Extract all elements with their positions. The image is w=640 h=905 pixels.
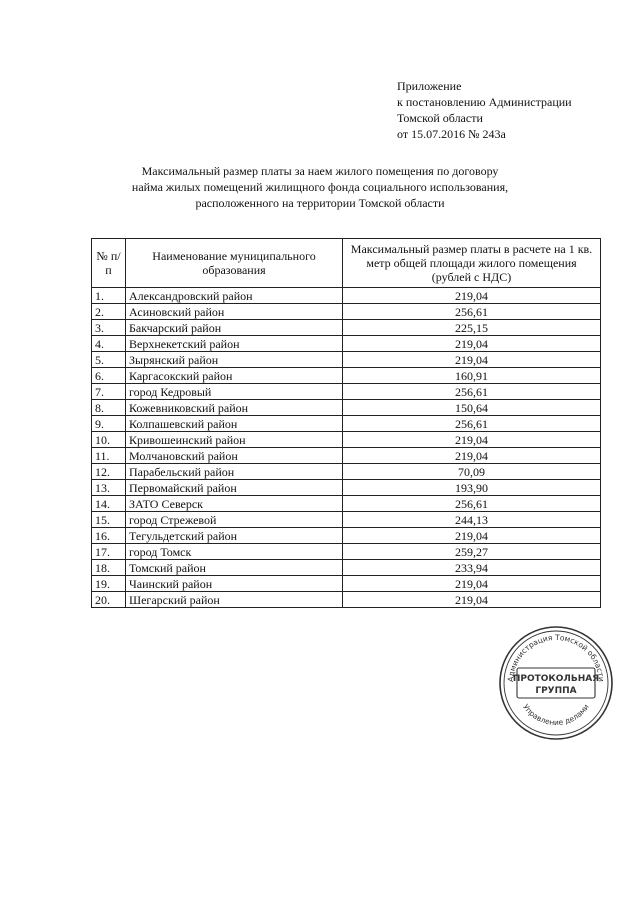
row-municipality: Шегарский район — [126, 592, 343, 608]
row-max-payment: 150,64 — [343, 400, 601, 416]
title-line: Максимальный размер платы за наем жилого помещения по договору — [141, 164, 499, 178]
row-municipality: Молчановский район — [126, 448, 343, 464]
table-row — [92, 448, 601, 464]
official-stamp — [497, 624, 615, 742]
table-row — [92, 416, 601, 432]
row-municipality: город Томск — [126, 544, 343, 560]
row-max-payment: 256,61 — [343, 416, 601, 432]
row-number: 16. — [92, 528, 126, 544]
row-municipality: Кривошеинский район — [126, 432, 343, 448]
row-number: 2. — [92, 304, 126, 320]
row-number: 18. — [92, 560, 126, 576]
stamp-ring-text: Администрация Томской области — [505, 632, 607, 683]
row-max-payment: 256,61 — [343, 496, 601, 512]
row-max-payment: 219,04 — [343, 352, 601, 368]
header-municipality: Наименование муниципального образования — [126, 239, 343, 288]
tariff-table — [91, 238, 601, 608]
stamp-center-line: ГРУППА — [535, 686, 577, 696]
table-row — [92, 432, 601, 448]
document-title — [80, 163, 560, 211]
table-row — [92, 288, 601, 304]
row-max-payment: 259,27 — [343, 544, 601, 560]
table-row — [92, 464, 601, 480]
row-municipality: Чаинский район — [126, 576, 343, 592]
table-row — [92, 400, 601, 416]
row-max-payment: 219,04 — [343, 576, 601, 592]
row-max-payment: 219,04 — [343, 448, 601, 464]
stamp-center-line: ПРОТОКОЛЬНАЯ — [512, 674, 600, 684]
row-max-payment: 225,15 — [343, 320, 601, 336]
stamp-ring-bottom: Управление делами — [521, 702, 591, 728]
row-municipality: город Стрежевой — [126, 512, 343, 528]
table-row — [92, 352, 601, 368]
row-municipality: Томский район — [126, 560, 343, 576]
row-max-payment: 219,04 — [343, 288, 601, 304]
row-number: 8. — [92, 400, 126, 416]
row-municipality: Асиновский район — [126, 304, 343, 320]
row-municipality: Первомайский район — [126, 480, 343, 496]
row-number: 15. — [92, 512, 126, 528]
row-number: 11. — [92, 448, 126, 464]
row-municipality: город Кедровый — [126, 384, 343, 400]
row-max-payment: 219,04 — [343, 592, 601, 608]
row-max-payment: 256,61 — [343, 384, 601, 400]
appendix-line: к постановлению Администрации — [397, 95, 572, 109]
row-number: 19. — [92, 576, 126, 592]
table-row — [92, 336, 601, 352]
row-municipality: Каргасокский район — [126, 368, 343, 384]
table-row — [92, 384, 601, 400]
table-row — [92, 304, 601, 320]
row-number: 20. — [92, 592, 126, 608]
row-max-payment: 219,04 — [343, 432, 601, 448]
row-number: 4. — [92, 336, 126, 352]
table-row — [92, 496, 601, 512]
table-row — [92, 480, 601, 496]
appendix-line: Томской области — [397, 111, 483, 125]
table-row — [92, 528, 601, 544]
header-max-payment: Максимальный размер платы в расчете на 1 кв. метр общей площади жилого помещения (рублей с НДС) — [343, 239, 601, 288]
row-max-payment: 244,13 — [343, 512, 601, 528]
row-municipality: Верхнекетский район — [126, 336, 343, 352]
table-row — [92, 560, 601, 576]
row-number: 9. — [92, 416, 126, 432]
row-municipality: Тегульдетский район — [126, 528, 343, 544]
row-max-payment: 70,09 — [343, 464, 601, 480]
row-max-payment: 233,94 — [343, 560, 601, 576]
table-row — [92, 512, 601, 528]
row-municipality: Зырянский район — [126, 352, 343, 368]
table-row — [92, 320, 601, 336]
row-number: 14. — [92, 496, 126, 512]
row-municipality: Бакчарский район — [126, 320, 343, 336]
row-municipality: Александровский район — [126, 288, 343, 304]
row-municipality: Парабельский район — [126, 464, 343, 480]
appendix-line: Приложение — [397, 79, 462, 93]
row-max-payment: 160,91 — [343, 368, 601, 384]
row-max-payment: 256,61 — [343, 304, 601, 320]
row-number: 6. — [92, 368, 126, 384]
row-municipality: Кожевниковский район — [126, 400, 343, 416]
table-row — [92, 576, 601, 592]
row-municipality: Колпашевский район — [126, 416, 343, 432]
row-number: 5. — [92, 352, 126, 368]
row-number: 7. — [92, 384, 126, 400]
title-line: расположенного на территории Томской области — [195, 196, 445, 210]
row-number: 3. — [92, 320, 126, 336]
row-max-payment: 193,90 — [343, 480, 601, 496]
table-row — [92, 544, 601, 560]
table-header-row — [92, 239, 601, 288]
appendix-date: от 15.07.2016 № 243а — [397, 127, 506, 141]
appendix-note — [397, 78, 572, 142]
row-number: 12. — [92, 464, 126, 480]
row-max-payment: 219,04 — [343, 528, 601, 544]
title-line: найма жилых помещений жилищного фонда социального использования, — [131, 180, 509, 194]
row-number: 13. — [92, 480, 126, 496]
row-max-payment: 219,04 — [343, 336, 601, 352]
row-municipality: ЗАТО Северск — [126, 496, 343, 512]
row-number: 17. — [92, 544, 126, 560]
table-row — [92, 368, 601, 384]
row-number: 1. — [92, 288, 126, 304]
table-row — [92, 592, 601, 608]
header-number: № п/п — [92, 239, 126, 288]
row-number: 10. — [92, 432, 126, 448]
